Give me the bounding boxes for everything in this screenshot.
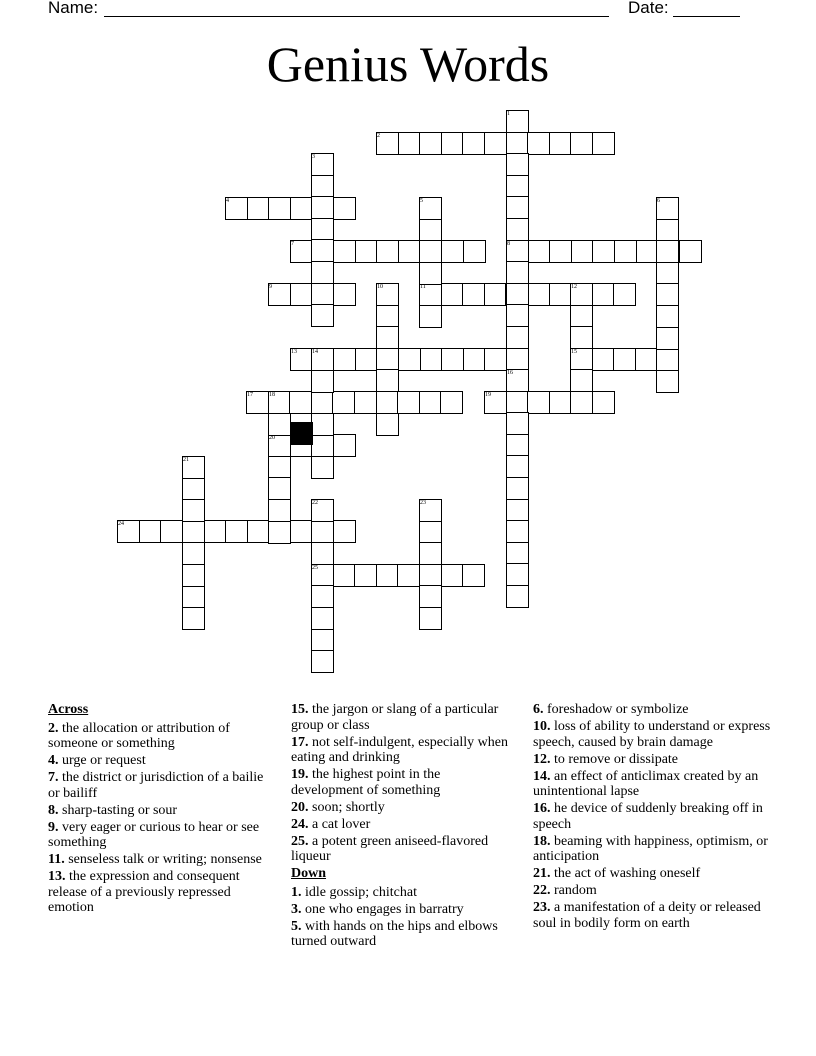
grid-cell[interactable] — [528, 240, 551, 263]
grid-cell[interactable] — [462, 564, 485, 587]
grid-cell[interactable] — [311, 585, 334, 608]
grid-cell[interactable] — [656, 219, 679, 242]
grid-cell[interactable] — [506, 477, 529, 500]
grid-cell[interactable] — [679, 240, 702, 263]
clue-number: 2 — [377, 133, 380, 139]
clue-text: to remove or dissipate — [550, 751, 679, 767]
clue-item — [48, 770, 268, 801]
grid-cell[interactable] — [441, 283, 464, 306]
clue-text: the act of washing oneself — [550, 866, 701, 881]
across-heading: Across — [48, 702, 89, 717]
clue-number-label: 17. — [291, 734, 309, 750]
grid-cell[interactable] — [506, 304, 529, 327]
grid-cell[interactable] — [592, 283, 615, 306]
clue-number: 1 — [507, 111, 510, 117]
grid-cell[interactable] — [506, 499, 529, 522]
grid-cell[interactable] — [462, 283, 485, 306]
clue-item — [48, 753, 268, 769]
grid-cell[interactable] — [527, 283, 550, 306]
grid-cell[interactable] — [549, 132, 572, 155]
grid-cell[interactable] — [656, 240, 679, 263]
name-field[interactable] — [104, 16, 609, 17]
grid-cell[interactable] — [247, 197, 270, 220]
grid-cell[interactable] — [182, 607, 205, 630]
grid-cell[interactable] — [506, 520, 529, 543]
clue-item — [48, 852, 268, 868]
grid-cell[interactable] — [376, 326, 399, 349]
clue-item — [291, 702, 516, 733]
grid-cell[interactable] — [333, 197, 356, 220]
clue-number-label: 5. — [291, 918, 302, 934]
clue-number-label: 10. — [533, 719, 551, 734]
clue-number: 11 — [420, 284, 426, 290]
grid-cell[interactable] — [225, 520, 248, 543]
grid-cell[interactable] — [268, 456, 291, 479]
clue-item — [533, 883, 773, 899]
grid-cell[interactable] — [506, 153, 529, 176]
grid-cell[interactable] — [614, 240, 637, 263]
grid-cell[interactable] — [290, 283, 313, 306]
down-heading: Down — [291, 866, 327, 881]
clue-text: random — [550, 883, 597, 898]
grid-cell[interactable] — [182, 564, 205, 587]
clue-item — [533, 752, 773, 768]
clue-number-label: 9. — [48, 819, 59, 835]
grid-cell[interactable] — [419, 219, 442, 242]
grid-cell[interactable] — [268, 197, 291, 220]
grid-cell[interactable] — [311, 391, 334, 414]
grid-cell[interactable] — [268, 413, 291, 436]
clue-item — [291, 885, 516, 901]
grid-cell[interactable] — [506, 348, 529, 371]
clue-number-label: 20. — [291, 799, 309, 815]
grid-cell[interactable] — [571, 240, 594, 263]
grid-cell[interactable] — [506, 412, 529, 435]
grid-cell[interactable] — [376, 240, 399, 263]
grid-cell[interactable] — [311, 607, 334, 630]
grid-cell[interactable] — [419, 262, 442, 285]
grid-cell[interactable] — [332, 391, 355, 414]
grid-cell[interactable] — [398, 348, 421, 371]
clue-text: soon; shortly — [308, 799, 385, 815]
clue-number-label: 19. — [291, 767, 309, 782]
clue-item — [48, 721, 268, 752]
grid-cell[interactable] — [311, 218, 334, 241]
date-label: Date: — [628, 0, 669, 17]
grid-cell[interactable] — [268, 477, 291, 500]
clue-number-label: 16. — [533, 801, 551, 816]
grid-cell[interactable] — [506, 391, 529, 414]
grid-cell[interactable] — [506, 455, 529, 478]
grid-cell[interactable] — [549, 240, 572, 263]
grid-cell[interactable] — [527, 132, 550, 155]
clue-number: 3 — [312, 154, 315, 160]
clues-column-2 — [291, 702, 516, 951]
grid-cell[interactable] — [376, 348, 399, 371]
clue-number: 24 — [118, 521, 124, 527]
clue-text: the district or jurisdiction of a bailie or bailiff — [48, 770, 264, 801]
clue-text: not self-indulgent, especially when eating and drinking — [291, 734, 508, 765]
clue-number: 19 — [485, 392, 491, 398]
grid-cell[interactable] — [506, 563, 529, 586]
grid-cell[interactable] — [182, 586, 205, 609]
grid-cell[interactable] — [570, 391, 593, 414]
grid-cell[interactable] — [333, 348, 356, 371]
clue-number: 14 — [312, 349, 318, 355]
grid-cell[interactable] — [203, 520, 226, 543]
grid-cell[interactable] — [268, 521, 291, 544]
clue-number-label: 11. — [48, 852, 65, 867]
grid-cell[interactable] — [376, 564, 399, 587]
clue-item — [291, 919, 516, 950]
grid-cell[interactable] — [311, 629, 334, 652]
grid-cell[interactable] — [333, 283, 356, 306]
name-label: Name: — [48, 0, 99, 17]
clue-number: 10 — [377, 284, 383, 290]
clue-text: loss of ability to understand or express speech, caused by brain damage — [533, 719, 771, 750]
grid-cell[interactable] — [441, 564, 464, 587]
clue-number: 20 — [269, 435, 275, 441]
grid-cell[interactable] — [549, 283, 572, 306]
clue-item — [48, 803, 268, 819]
grid-cell[interactable] — [355, 240, 378, 263]
grid-cell[interactable] — [592, 348, 615, 371]
clue-item — [533, 801, 773, 832]
grid-cell[interactable] — [419, 305, 442, 328]
grid-cell[interactable] — [311, 283, 334, 306]
header — [48, 0, 768, 22]
grid-cell[interactable] — [419, 564, 442, 587]
clue-number-label: 14. — [533, 768, 551, 784]
grid-cell[interactable] — [570, 132, 593, 155]
clue-text: the jargon or slang of a particular group or class — [291, 702, 499, 733]
grid-cell[interactable] — [182, 521, 205, 544]
clue-number-label: 6. — [533, 702, 544, 717]
clue-item — [291, 834, 516, 865]
grid-cell[interactable] — [333, 240, 356, 263]
grid-cell[interactable] — [592, 132, 615, 155]
clue-number-label: 24. — [291, 816, 309, 832]
clue-number: 5 — [420, 198, 423, 204]
grid-cell[interactable] — [398, 132, 421, 155]
grid-cell[interactable] — [613, 283, 636, 306]
clues-column-1 — [48, 702, 268, 917]
grid-cell[interactable] — [376, 413, 399, 436]
grid-cell[interactable] — [420, 348, 443, 371]
clue-text: idle gossip; chitchat — [301, 884, 417, 900]
grid-cell[interactable] — [440, 391, 463, 414]
grid-cell[interactable] — [656, 348, 679, 371]
clue-number: 17 — [247, 392, 253, 398]
clue-text: an effect of anticlimax created by an unintentional lapse — [533, 768, 759, 799]
clue-item — [291, 902, 516, 918]
grid-cell[interactable] — [506, 175, 529, 198]
clue-item — [533, 866, 773, 882]
grid-cell[interactable] — [462, 132, 485, 155]
clue-number: 22 — [312, 500, 318, 506]
black-cell — [290, 422, 313, 445]
clue-number-label: 1. — [291, 884, 302, 900]
clue-number-label: 15. — [291, 702, 309, 717]
clue-number-label: 21. — [533, 866, 551, 881]
grid-cell[interactable] — [570, 326, 593, 349]
clue-item — [533, 702, 773, 718]
clue-number-label: 25. — [291, 833, 309, 849]
grid-cell[interactable] — [355, 348, 378, 371]
clue-item — [291, 767, 516, 798]
clue-number-label: 13. — [48, 869, 66, 884]
clue-number: 15 — [571, 349, 577, 355]
grid-cell[interactable] — [656, 305, 679, 328]
clue-number-label: 7. — [48, 770, 59, 785]
clue-text: a cat lover — [308, 816, 371, 832]
clue-text: the allocation or attribution of someone or something — [48, 720, 230, 751]
grid-cell[interactable] — [311, 239, 334, 262]
clue-number-label: 18. — [533, 833, 551, 849]
clue-item — [291, 735, 516, 766]
grid-cell[interactable] — [484, 283, 507, 306]
grid-cell[interactable] — [311, 261, 334, 284]
grid-cell[interactable] — [247, 520, 270, 543]
grid-cell[interactable] — [419, 132, 442, 155]
grid-cell[interactable] — [419, 542, 442, 565]
grid-cell[interactable] — [398, 240, 421, 263]
grid-cell[interactable] — [506, 542, 529, 565]
clue-number: 4 — [226, 198, 229, 204]
grid-cell[interactable] — [613, 348, 636, 371]
grid-cell[interactable] — [441, 348, 464, 371]
grid-cell[interactable] — [570, 369, 593, 392]
clue-number: 8 — [507, 241, 510, 247]
grid-cell[interactable] — [160, 520, 183, 543]
grid-cell[interactable] — [506, 585, 529, 608]
page-title: Genius Words — [266, 36, 550, 92]
grid-cell[interactable] — [656, 327, 679, 350]
grid-cell[interactable] — [311, 434, 334, 457]
grid-cell[interactable] — [656, 283, 679, 306]
grid-cell[interactable] — [506, 326, 529, 349]
grid-cell[interactable] — [376, 305, 399, 328]
grid-cell[interactable] — [419, 391, 442, 414]
grid-cell[interactable] — [376, 391, 399, 414]
clue-number: 16 — [507, 370, 513, 376]
grid-cell[interactable] — [419, 521, 442, 544]
clue-item — [533, 769, 773, 800]
grid-cell[interactable] — [139, 520, 162, 543]
grid-cell[interactable] — [333, 564, 356, 587]
grid-cell[interactable] — [419, 585, 442, 608]
grid-cell[interactable] — [506, 283, 529, 306]
grid-cell[interactable] — [311, 175, 334, 198]
clue-number: 23 — [420, 500, 426, 506]
clue-number-label: 23. — [533, 900, 551, 915]
grid-cell[interactable] — [354, 564, 377, 587]
clue-text: a manifestation of a deity or released soul in bodily form on earth — [533, 900, 761, 931]
grid-cell[interactable] — [506, 132, 529, 155]
clue-item — [533, 719, 773, 750]
clue-item — [48, 820, 268, 851]
grid-cell[interactable] — [311, 370, 334, 393]
grid-cell[interactable] — [527, 391, 550, 414]
grid-cell[interactable] — [311, 650, 334, 673]
grid-cell[interactable] — [311, 304, 334, 327]
grid-cell[interactable] — [311, 413, 334, 436]
clue-number: 9 — [269, 284, 272, 290]
grid-cell[interactable] — [506, 196, 529, 219]
grid-cell[interactable] — [333, 520, 356, 543]
grid-cell[interactable] — [354, 391, 377, 414]
grid-cell[interactable] — [506, 218, 529, 241]
grid-cell[interactable] — [182, 542, 205, 565]
clue-item — [533, 900, 773, 931]
clue-number: 18 — [269, 392, 275, 398]
clue-text: urge or request — [58, 753, 146, 768]
grid-cell[interactable] — [397, 564, 420, 587]
clue-text: the highest point in the development of something — [291, 767, 441, 798]
clues-column-3 — [533, 702, 773, 933]
grid-cell[interactable] — [570, 305, 593, 328]
grid-cell[interactable] — [419, 240, 442, 263]
clue-number: 13 — [291, 349, 297, 355]
grid-cell[interactable] — [549, 391, 572, 414]
grid-cell[interactable] — [635, 348, 658, 371]
clue-text: a potent green aniseed-flavored liqueur — [291, 833, 489, 864]
grid-cell[interactable] — [656, 262, 679, 285]
grid-cell[interactable] — [290, 197, 313, 220]
grid-cell[interactable] — [441, 132, 464, 155]
grid-cell[interactable] — [182, 499, 205, 522]
grid-cell[interactable] — [592, 240, 615, 263]
grid-cell[interactable] — [484, 348, 507, 371]
grid-cell[interactable] — [376, 369, 399, 392]
grid-cell[interactable] — [441, 240, 464, 263]
clue-number: 6 — [657, 198, 660, 204]
clue-number: 21 — [183, 457, 189, 463]
grid-cell[interactable] — [311, 456, 334, 479]
date-field[interactable] — [673, 16, 740, 17]
clue-item — [291, 800, 516, 816]
grid-cell[interactable] — [268, 499, 291, 522]
grid-cell[interactable] — [311, 521, 334, 544]
clue-number: 25 — [312, 565, 318, 571]
clue-text: with hands on the hips and elbows turned outward — [291, 918, 498, 949]
grid-cell[interactable] — [290, 520, 313, 543]
clue-text: one who engages in barratry — [301, 901, 464, 917]
clue-item — [291, 817, 516, 833]
clue-item — [533, 834, 773, 865]
clue-text: he device of suddenly breaking off in speech — [533, 801, 763, 832]
grid-cell[interactable] — [463, 348, 486, 371]
clue-text: very eager or curious to hear or see something — [48, 819, 260, 850]
clue-text: senseless talk or writing; nonsense — [64, 852, 262, 867]
clue-text: foreshadow or symbolize — [543, 702, 689, 717]
clue-number-label: 12. — [533, 751, 551, 767]
grid-cell[interactable] — [311, 196, 334, 219]
clue-number-label: 2. — [48, 720, 59, 736]
clue-text: beaming with happiness, optimism, or anticipation — [533, 833, 768, 864]
clue-number-label: 4. — [48, 753, 59, 768]
clue-text: the expression and consequent release of a previously repressed emotion — [48, 869, 240, 915]
clue-number-label: 3. — [291, 901, 302, 917]
grid-cell[interactable] — [311, 542, 334, 565]
grid-cell[interactable] — [656, 370, 679, 393]
grid-cell[interactable] — [419, 607, 442, 630]
grid-cell[interactable] — [463, 240, 486, 263]
clue-number-label: 22. — [533, 883, 551, 898]
grid-cell[interactable] — [484, 132, 507, 155]
clue-text: sharp-tasting or sour — [58, 802, 178, 818]
grid-cell[interactable] — [182, 478, 205, 501]
clue-number-label: 8. — [48, 802, 59, 818]
grid-cell[interactable] — [592, 391, 615, 414]
clue-number: 12 — [571, 284, 577, 290]
grid-cell[interactable] — [397, 391, 420, 414]
grid-cell[interactable] — [289, 391, 312, 414]
grid-cell[interactable] — [506, 434, 529, 457]
clue-item — [48, 869, 268, 916]
grid-cell[interactable] — [506, 261, 529, 284]
grid-cell[interactable] — [333, 434, 356, 457]
clue-number: 7 — [291, 241, 294, 247]
